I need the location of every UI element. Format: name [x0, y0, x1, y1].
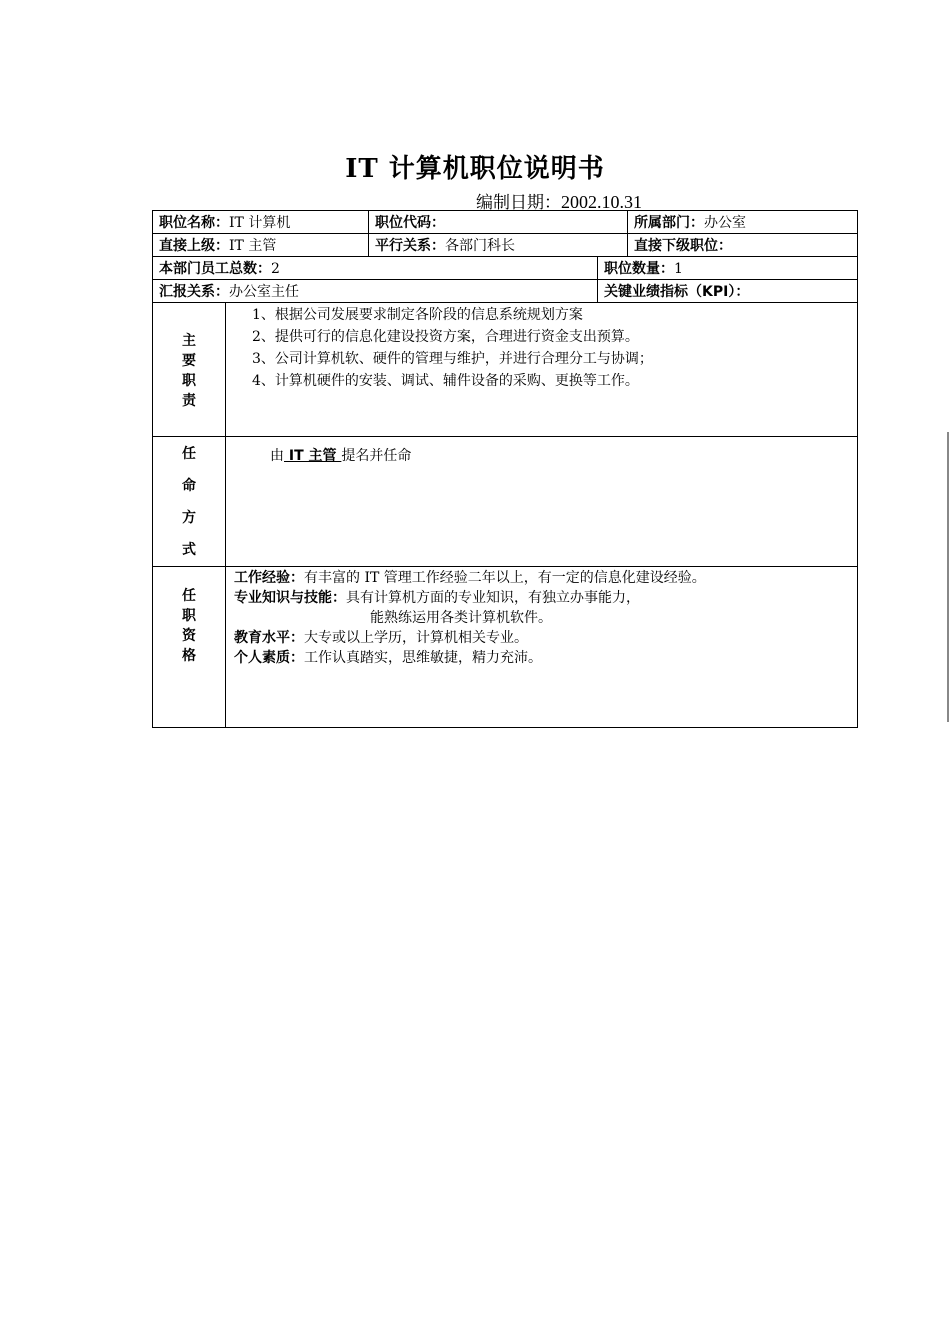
superior-cell: [153, 234, 369, 257]
appointment-label-char: 命: [182, 477, 196, 494]
date-label: 编制日期：: [476, 193, 561, 213]
department-cell: [628, 211, 858, 234]
position-code-cell: [369, 211, 628, 234]
qualification-label-char: 任: [182, 588, 196, 604]
skills-line-2: 能熟练运用各类计算机软件。: [370, 610, 552, 626]
subordinate-cell: [628, 234, 858, 257]
department-label: 所属部门：: [634, 215, 705, 231]
appointment-label-char: 式: [182, 541, 196, 558]
position-count-cell: [598, 257, 858, 280]
appointment-label-char: 任: [182, 445, 196, 462]
table-row: [153, 567, 858, 728]
staff-total-label: 本部门员工总数：: [159, 261, 271, 277]
kpi-label: 关键业绩指标（KPI）：: [604, 284, 750, 300]
duty-item: 3、公司计算机软、硬件的管理与维护，并进行合理分工与协调；: [252, 351, 653, 367]
page-edge-line: [947, 432, 949, 722]
position-count-value: 1: [674, 261, 683, 277]
qualification-label: [153, 567, 226, 728]
appointment-label-char: 方: [182, 509, 196, 526]
subordinate-label: 直接下级职位：: [634, 238, 733, 254]
appointment-content: [226, 437, 858, 567]
table-row: [153, 303, 858, 437]
personal-label: 个人素质：: [234, 650, 304, 666]
report-label: 汇报关系：: [159, 284, 229, 300]
parallel-label: 平行关系：: [375, 238, 446, 254]
duties-label-char: 主: [182, 332, 196, 349]
document-title: IT 计算机职位说明书: [345, 154, 605, 184]
duty-item: 1、根据公司发展要求制定各阶段的信息系统规划方案: [252, 307, 583, 323]
personal-value: 工作认真踏实，思维敏捷，精力充沛。: [304, 650, 542, 666]
duties-content: [226, 303, 858, 437]
duties-label: [153, 303, 226, 437]
duties-label-char: 职: [182, 372, 196, 389]
duty-item: 4、计算机硬件的安装、调试、辅件设备的采购、更换等工作。: [252, 373, 639, 389]
table-row: [153, 211, 858, 234]
experience-label: 工作经验：: [234, 570, 304, 586]
table-row: [153, 257, 858, 280]
qualification-label-char: 格: [182, 648, 196, 664]
skills-label: 专业知识与技能：: [234, 590, 346, 606]
superior-label: 直接上级：: [159, 238, 229, 254]
qualification-label-char: 资: [182, 628, 196, 644]
report-cell: [153, 280, 598, 303]
appointment-prefix: 由: [270, 448, 284, 464]
personal-line: [234, 648, 851, 668]
experience-line: [234, 568, 851, 588]
skills-line: [234, 588, 851, 608]
duties-label-char: 要: [182, 352, 196, 369]
skills-value: 具有计算机方面的专业知识，有独立办事能力，: [346, 590, 640, 606]
report-value: 办公室主任: [229, 284, 299, 300]
appointment-label: [153, 437, 226, 567]
education-line: [234, 628, 851, 648]
superior-value: IT 主管: [229, 238, 277, 254]
position-code-label: 职位代码：: [375, 215, 446, 231]
position-name-cell: [153, 211, 369, 234]
qualification-content: [226, 567, 858, 728]
duties-label-char: 责: [182, 392, 196, 409]
appointment-who: IT 主管: [284, 448, 342, 464]
position-count-label: 职位数量：: [604, 261, 675, 277]
position-name-label: 职位名称：: [159, 215, 229, 231]
kpi-cell: [598, 280, 858, 303]
position-name-value: IT 计算机: [229, 215, 291, 231]
table-row: [153, 437, 858, 567]
parallel-value: 各部门科长: [445, 238, 516, 254]
education-label: 教育水平：: [234, 630, 304, 646]
staff-total-value: 2: [271, 261, 280, 277]
table-row: [153, 280, 858, 303]
date-value: 2002.10.31: [561, 192, 642, 212]
table-row: [153, 234, 858, 257]
qualification-label-char: 职: [182, 608, 196, 624]
department-value: 办公室: [704, 215, 747, 231]
appointment-suffix: 提名并任命: [341, 448, 412, 464]
staff-total-cell: [153, 257, 598, 280]
duty-item: 2、提供可行的信息化建设投资方案，合理进行资金支出预算。: [252, 329, 639, 345]
experience-value: 有丰富的 IT 管理工作经验二年以上，有一定的信息化建设经验。: [304, 570, 706, 586]
job-description-table: [152, 210, 858, 728]
education-value: 大专或以上学历，计算机相关专业。: [304, 630, 528, 646]
parallel-cell: [369, 234, 628, 257]
